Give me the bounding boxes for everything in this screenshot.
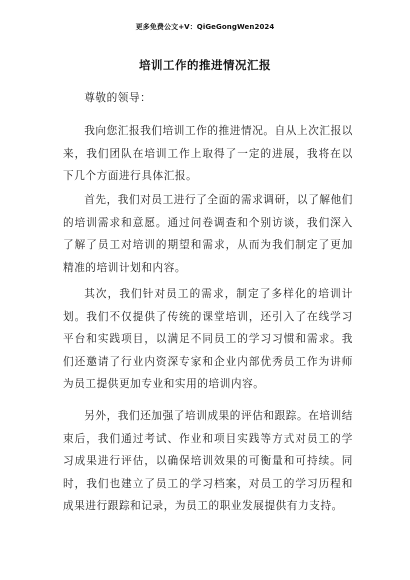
paragraph-text: 另外，我们还加强了培训成果的评估和跟踪。在培训结束后，我们通过考试、作业和项目实践等方式对员工的学习成果进行评估，以确保培训效果的可衡量和可持续。同时，我们也建立了员工的学习档案，对员工的学习历程和成果进行跟踪和记录，为员工的职业发展提供有力支持。 — [63, 410, 353, 512]
paragraph-text: 其次，我们针对员工的需求，制定了多样化的培训计划。我们不仅提供了传统的课堂培训，还引入了在线学习平台和实践项目，以满足不同员工的学习习惯和需求。我们还邀请了行业内资深专家和企业内部优秀员工作为讲师为员工提供更加专业和实用的培训内容。 — [63, 288, 353, 390]
paragraph-2 — [63, 189, 353, 279]
salutation — [63, 87, 353, 110]
paragraph-text: 我向您汇报我们培训工作的推进情况。自从上次汇报以来，我们团队在培训工作上取得了一定的进展，我将在以下几个方面进行具体汇报。 — [63, 125, 353, 182]
paragraph-1 — [63, 120, 353, 188]
paragraph-text: 首先，我们对员工进行了全面的需求调研，以了解他们的培训需求和意愿。通过问卷调查和个别访谈，我们深入了解了员工对培训的期望和需求，从而为我们制定了更加精准的培训计划和内容。 — [63, 194, 353, 274]
salutation-text: 尊敬的领导： — [84, 92, 152, 104]
paragraph-4 — [63, 405, 353, 518]
header-note: 更多免费公文+V：QiGeGongWen2024 — [135, 23, 275, 31]
page-title: 培训工作的推进情况汇报 — [139, 58, 271, 72]
paragraph-3 — [63, 283, 353, 396]
